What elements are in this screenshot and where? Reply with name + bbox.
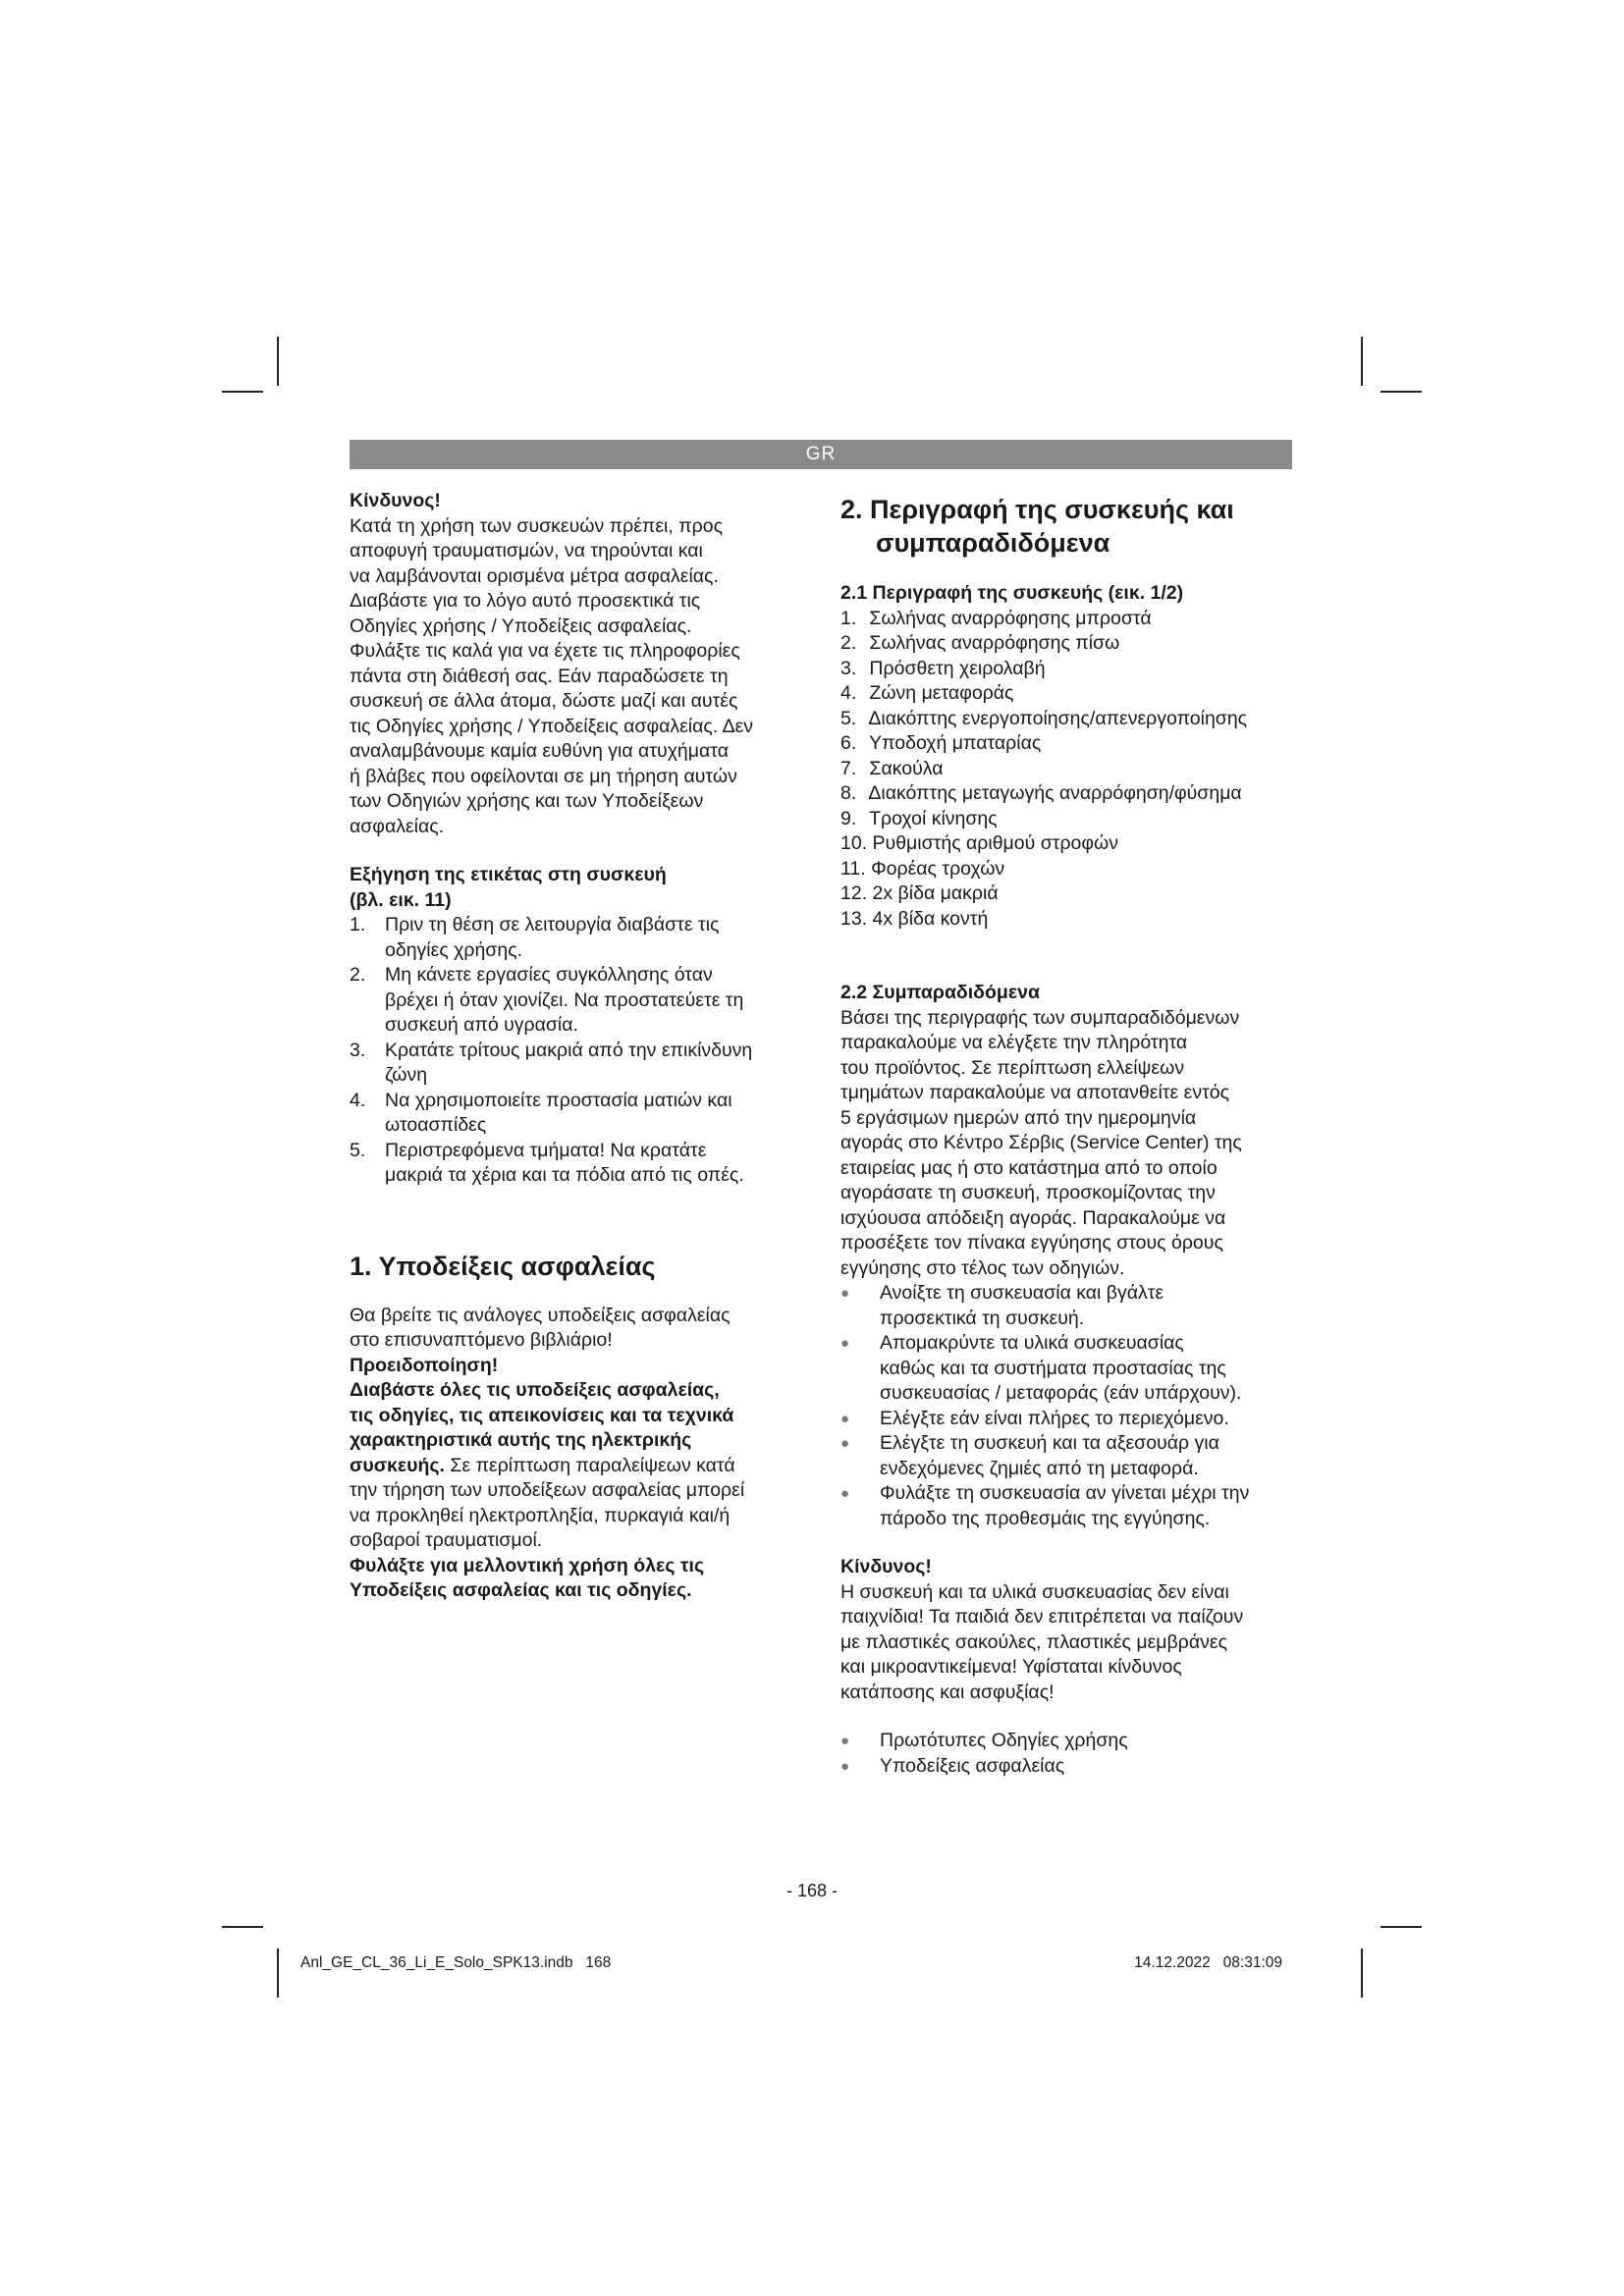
text-line: ή βλάβες που οφείλονται σε μη τήρηση αυτών	[350, 765, 737, 787]
list-number: 4.	[840, 682, 857, 704]
text-line: ωτοασπίδες	[385, 1114, 487, 1136]
list-item	[840, 1431, 1297, 1481]
text-line: 5 εργάσιμων ημερών από την ημερομηνία	[840, 1106, 1197, 1129]
text-line: και μικροαντικείμενα! Υφίσταται κίνδυνος	[840, 1656, 1182, 1678]
warning-text	[350, 1378, 791, 1604]
text-line: Σε περίπτωση παραλείψεων κατά	[444, 1454, 735, 1476]
part-label: 4x βίδα κοντή	[872, 907, 989, 930]
text-line: εγγύησης στο τέλος των οδηγιών.	[840, 1256, 1125, 1279]
list-number: 8.	[840, 782, 857, 804]
document-label: Υποδείξεις ασφαλείας	[880, 1754, 1065, 1777]
list-number: 4.	[350, 1089, 366, 1111]
list-item	[840, 1729, 1297, 1754]
included-documents	[840, 1729, 1297, 1779]
text-line: του προϊόντος. Σε περίπτωση ελλείψεων	[840, 1056, 1185, 1079]
bullet-icon: ●	[840, 1485, 850, 1502]
safety-section	[350, 1250, 791, 1604]
list-number: 9.	[840, 807, 857, 829]
text-line: να προκληθεί ηλεκτροπληξία, πυρκαγιά και/ή	[350, 1504, 731, 1526]
list-item	[350, 1089, 791, 1139]
text-line: πάροδο της προθεσμάις της εγγύησης.	[880, 1507, 1211, 1529]
label-explanation	[350, 863, 791, 1189]
text-line: καθώς και τα συστήματα προστασίας της	[880, 1357, 1226, 1379]
section2-heading	[840, 493, 1297, 560]
text-line: Υποδείξεις ασφαλείας και τις οδηγίες.	[350, 1579, 692, 1601]
device-description-title: 2.1 Περιγραφή της συσκευής (εικ. 1/2)	[840, 582, 1184, 604]
crop-mark	[222, 391, 263, 393]
text-line: αναλαμβάνουμε καμία ευθύνη για ατυχήματα	[350, 740, 729, 762]
text-line: αγοράς στο Κέντρο Σέρβις (Service Center) της	[840, 1132, 1242, 1153]
list-item	[840, 681, 1297, 707]
right-column	[840, 489, 1297, 1779]
delivery-text	[840, 1006, 1297, 1282]
text-line: Θα βρείτε τις ανάλογες υποδείξεις ασφαλείας	[350, 1304, 731, 1326]
crop-mark	[277, 1949, 279, 1998]
text-line: Ανοίξτε τη συσκευασία και βγάλτε	[880, 1282, 1164, 1304]
text-line: συσκευή από υγρασία.	[385, 1014, 578, 1036]
bullet-icon: ●	[840, 1733, 850, 1749]
list-number: 2.	[350, 964, 366, 986]
list-number: 5.	[840, 707, 857, 729]
list-item	[840, 1331, 1297, 1407]
crop-mark	[222, 1926, 263, 1928]
safety-intro	[350, 1304, 791, 1354]
text-line: συσκευής.	[350, 1454, 445, 1476]
text-line: αποφυγή τραυματισμών, να τηρούνται και	[350, 540, 703, 561]
footer-filename: Anl_GE_CL_36_Li_E_Solo_SPK13.indb 168	[300, 1954, 612, 1971]
language-header-bar	[350, 440, 1292, 469]
text-line: βρέχει ή όταν χιονίζει. Να προστατεύετε τη	[385, 988, 744, 1011]
list-item	[840, 1754, 1297, 1780]
list-item	[840, 631, 1297, 657]
text-line: συσκευασίας / μεταφοράς (εάν υπάρχουν).	[880, 1382, 1242, 1404]
text-line: εταιρείας μας ή στο κατάστημα από το οποίο	[840, 1156, 1218, 1179]
text-line: τις Οδηγίες χρήσης / Υποδείξεις ασφαλείας. Δεν	[350, 715, 754, 737]
part-label: Σωλήνας αναρρόφησης μπροστά	[869, 607, 1152, 629]
crop-mark	[1361, 337, 1363, 386]
part-label: Διακόπτης ενεργοποίησης/απενεργοποίησης	[868, 707, 1248, 729]
text-line: Μη κάνετε εργασίες συγκόλλησης όταν	[385, 964, 713, 986]
list-number: 7.	[840, 757, 857, 779]
bullet-icon: ●	[840, 1335, 850, 1352]
text-line: προσέξετε τον πίνακα εγγύησης στους όρους	[840, 1232, 1223, 1254]
delivery-checklist	[840, 1281, 1297, 1531]
document-label: Πρωτότυπες Οδηγίες χρήσης	[880, 1730, 1128, 1751]
crop-mark	[1380, 391, 1422, 393]
text-line: τμημάτων παρακαλούμε να αποτανθείτε εντός	[840, 1082, 1230, 1103]
section-title: συμπαραδιδόμενα	[876, 528, 1110, 558]
text-line: παιχνίδια! Τα παιδιά δεν επιτρέπεται να παίζουν	[840, 1606, 1244, 1628]
text-line: Διαβάστε όλες τις υποδείξεις ασφαλείας,	[350, 1379, 720, 1401]
bullet-icon: ●	[840, 1285, 850, 1302]
delivery-title: 2.2 Συμπαραδιδόμενα	[840, 982, 1040, 1003]
section-title: 2. Περιγραφή της συσκευής και	[840, 495, 1234, 524]
text-line: Φυλάξτε τη συσκευασία αν γίνεται μέχρι την	[880, 1482, 1250, 1504]
list-number: 3.	[840, 657, 857, 679]
part-label: Διακόπτης μεταγωγής αναρρόφηση/φύσημα	[868, 782, 1242, 804]
text-line: Περιστρεφόμενα τμήματα! Να κρατάτε	[385, 1139, 707, 1161]
text-line: Βάσει της περιγραφής των συμπαραδιδόμενων	[840, 1006, 1240, 1029]
text-line: ενδεχόμενες ζημιές από τη μεταφορά.	[880, 1457, 1199, 1479]
text-line: Ελέγξτε τη συσκευή και τα αξεσουάρ για	[880, 1432, 1219, 1454]
part-label: Πρόσθετη χειρολαβή	[869, 657, 1046, 679]
text-line: να λαμβάνονται ορισμένα μέτρα ασφαλείας.	[350, 564, 719, 587]
list-item	[350, 913, 791, 963]
text-line: Φυλάξτε τις καλά για να έχετε τις πληροφορίες	[350, 640, 740, 662]
text-line: συσκευή σε άλλα άτομα, δώστε μαζί και αυτές	[350, 690, 738, 712]
list-number: 10.	[840, 832, 868, 854]
text-line: Πριν τη θέση σε λειτουργία διαβάστε τις	[385, 914, 720, 935]
part-label: Σωλήνας αναρρόφησης πίσω	[869, 632, 1120, 654]
text-line: μακριά τα χέρια και τα πόδια από τις οπές.	[385, 1164, 744, 1186]
list-number: 13.	[840, 907, 868, 930]
bullet-icon: ●	[840, 1757, 850, 1775]
text-line: Η συσκευή και τα υλικά συσκευασίας δεν είναι	[840, 1580, 1229, 1603]
list-number: 2.	[840, 632, 857, 654]
crop-mark	[1380, 1926, 1422, 1928]
list-number: 12.	[840, 882, 868, 904]
text-line: οδηγίες χρήσης.	[385, 938, 523, 961]
list-item	[840, 757, 1297, 782]
text-line: παρακαλούμε να ελέγξετε την πληρότητα	[840, 1032, 1188, 1053]
list-item	[840, 857, 1297, 882]
text-line: χαρακτηριστικά αυτής της ηλεκτρικής	[350, 1429, 692, 1451]
bullet-icon: ●	[840, 1410, 850, 1427]
text-line: Απομακρύντε τα υλικά συσκευασίας	[880, 1332, 1184, 1354]
list-number: 1.	[350, 914, 366, 935]
part-label: 2x βίδα μακριά	[872, 882, 999, 904]
text-line: με πλαστικές σακούλες, πλαστικές μεμβράνες	[840, 1630, 1227, 1653]
label-explanation-subtitle: (βλ. εικ. 11)	[350, 888, 452, 911]
text-line: Φυλάξτε για μελλοντική χρήση όλες τις	[350, 1554, 705, 1576]
list-item	[840, 707, 1297, 732]
part-label: Τροχοί κίνησης	[869, 807, 998, 829]
parts-list	[840, 607, 1297, 933]
list-item	[840, 1407, 1297, 1432]
danger-text	[350, 514, 791, 840]
section-title: 1. Υποδείξεις ασφαλείας	[350, 1251, 656, 1281]
text-line: ισχύουσα απόδειξη αγοράς. Παρακαλούμε να	[840, 1206, 1226, 1229]
text-line: Οδηγίες χρήσης / Υποδείξεις ασφαλείας.	[350, 614, 692, 637]
label-list	[350, 913, 791, 1189]
text-line: σοβαροί τραυματισμοί.	[350, 1529, 543, 1551]
list-item	[840, 1481, 1297, 1531]
list-number: 6.	[840, 732, 857, 754]
list-item	[840, 831, 1297, 857]
crop-mark	[1361, 1949, 1363, 1998]
list-item	[840, 781, 1297, 807]
label-explanation-title: Εξήγηση της ετικέτας στη συσκευή	[350, 864, 667, 885]
list-number: 1.	[840, 607, 857, 629]
list-number: 11.	[840, 857, 866, 880]
danger-block	[350, 489, 791, 839]
list-item	[840, 607, 1297, 632]
list-item	[840, 731, 1297, 757]
list-item	[350, 1039, 791, 1089]
list-number: 3.	[350, 1039, 366, 1061]
text-line: Ελέγξτε εάν είναι πλήρες το περιεχόμενο.	[880, 1407, 1229, 1429]
page-number: - 168 -	[785, 1881, 839, 1900]
text-line: Κατά τη χρήση των συσκευών πρέπει, προς	[350, 514, 723, 537]
crop-mark	[277, 337, 279, 386]
text-line: πάντα στη διάθεσή σας. Εάν παραδώσετε τη	[350, 665, 729, 687]
text-line: Να χρησιμοποιείτε προστασία ματιών και	[385, 1089, 732, 1111]
list-item	[840, 907, 1297, 933]
warning-title: Προειδοποίηση!	[350, 1354, 499, 1376]
part-label: Ζώνη μεταφοράς	[869, 682, 1014, 704]
text-line: στο επισυναπτόμενο βιβλιάριο!	[350, 1329, 613, 1351]
part-label: Σακούλα	[869, 757, 944, 779]
list-number: 5.	[350, 1139, 366, 1161]
bullet-icon: ●	[840, 1435, 850, 1452]
list-item	[840, 881, 1297, 907]
text-line: τις οδηγίες, τις απεικονίσεις και τα τεχνικά	[350, 1404, 734, 1426]
list-item	[350, 1139, 791, 1189]
text-line: ζώνη	[385, 1064, 428, 1086]
danger-title: Κίνδυνος!	[350, 490, 441, 511]
language-code: GR	[805, 444, 837, 464]
text-line: αγοράσατε τη συσκευή, προσκομίζοντας την	[840, 1182, 1216, 1203]
text-line: προσεκτικά τη συσκευή.	[880, 1307, 1085, 1329]
text-line: Κρατάτε τρίτους μακριά από την επικίνδυνη	[385, 1039, 753, 1061]
text-line: Διαβάστε για το λόγο αυτό προσεκτικά τις	[350, 590, 701, 612]
text-line: την τήρηση των υποδείξεων ασφαλείας μπορεί	[350, 1479, 745, 1501]
text-line: κατάποσης και ασφυξίας!	[840, 1681, 1055, 1703]
footer-timestamp: 14.12.2022 08:31:09	[1134, 1954, 1282, 1971]
danger-text	[840, 1580, 1297, 1706]
list-item	[840, 807, 1297, 832]
list-item	[840, 1281, 1297, 1331]
list-item	[350, 963, 791, 1039]
part-label: Ρυθμιστής αριθμού στροφών	[872, 832, 1119, 854]
danger-title: Κίνδυνος!	[840, 1556, 932, 1577]
left-column	[350, 489, 791, 1604]
text-line: ασφαλείας.	[350, 815, 445, 837]
list-item	[840, 657, 1297, 682]
part-label: Φορέας τροχών	[871, 857, 1005, 880]
part-label: Υποδοχή μπαταρίας	[869, 732, 1042, 754]
text-line: των Οδηγιών χρήσης και των Υποδείξεων	[350, 790, 704, 812]
